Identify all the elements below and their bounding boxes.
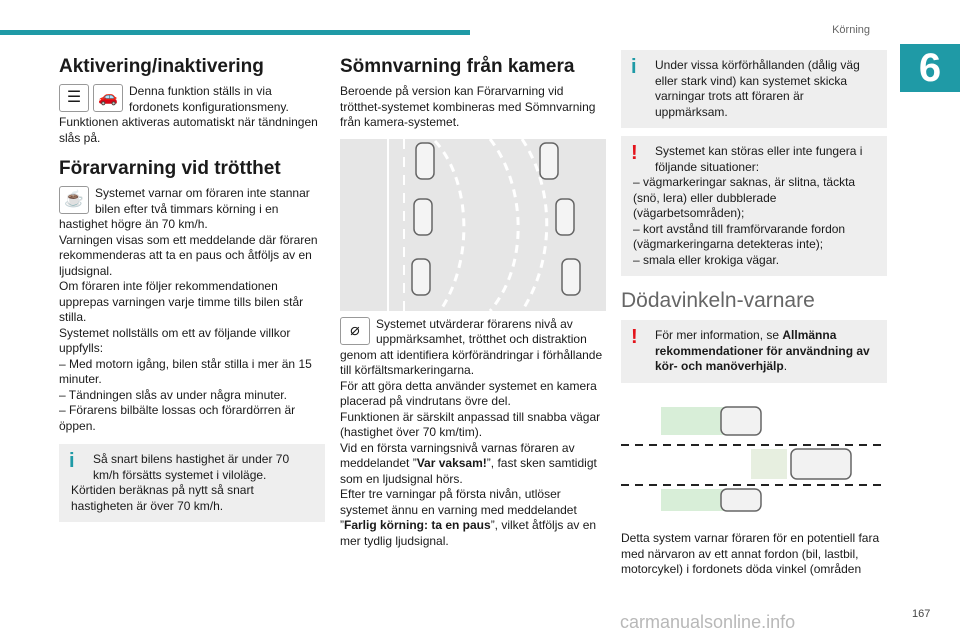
heading-activation: Aktivering/inaktivering <box>59 56 264 77</box>
page-number: 167 <box>912 608 931 620</box>
list-item: – kort avstånd till framförvarande fordon (vägmarkeringarna detekteras inte); <box>633 221 846 251</box>
paragraph: Vid en första varningsnivå varnas föraren av meddelandet ”Var vaksam!”, fast sken samtidigt som en ljudsignal hörs. <box>340 440 597 486</box>
paragraph: Varningen visas som ett meddelande där föraren rekommenderas att ta en paus och åtföljs av en ljudsignal. <box>59 232 318 278</box>
paragraph: Denna funktion ställs in via fordonets konfigurationsmeny. <box>129 84 289 114</box>
car-icon: 🚗 <box>93 84 123 112</box>
list-item: – Tändningen slås av under några minuter. <box>59 387 287 402</box>
top-accent-bar <box>0 30 470 35</box>
warning-note <box>621 320 887 383</box>
coffee-icon-wrap <box>59 186 89 214</box>
chapter-number: 6 <box>900 44 960 92</box>
paragraph: Systemet nollställs om ett av följande villkor uppfylls: <box>59 325 291 355</box>
heading-fatigue: Förarvarning vid trötthet <box>59 158 281 179</box>
driver-attention-icon-wrap <box>340 317 370 345</box>
note-text: För mer information, se Allmänna rekommendationer för användning av kör- och manöverhjälp. <box>655 328 870 373</box>
paragraph: Systemet varnar om föraren inte stannar bilen efter två timmars körning i en hastighet högre än 70 km/h. <box>59 186 310 231</box>
heading-camera-warning: Sömnvarning från kamera <box>340 56 575 77</box>
config-icons <box>59 84 123 112</box>
heading-blind-spot: Dödavinkeln-varnare <box>621 289 815 312</box>
lane-drift-illustration <box>340 139 606 311</box>
paragraph: För att göra detta använder systemet en kamera placerad på vindrutans övre del. <box>340 378 597 408</box>
steering-attention-icon: ⌀ <box>340 317 370 345</box>
info-icon: i <box>69 450 75 472</box>
paragraph: Beroende på version kan Förarvarning vid trötthet-systemet kombineras med Sömnvarning från kamera-systemet. <box>340 84 596 129</box>
warning-icon: ! <box>631 326 638 348</box>
list-item: – Med motorn igång, bilen står stilla i mer än 15 minuter. <box>59 356 312 386</box>
paragraph: Funktionen aktiveras automatiskt när tändningen slås på. <box>59 115 318 145</box>
column-1 <box>59 56 325 530</box>
list-item: – smala eller krokiga vägar. <box>633 252 780 267</box>
paragraph: Om föraren inte följer rekommendationen upprepas varningen varje timme tills bilen står stilla. <box>59 279 304 324</box>
note-text: Så snart bilens hastighet är under 70 km/h försätts systemet i viloläge. <box>93 452 290 482</box>
info-icon: i <box>631 56 637 78</box>
settings-menu-icon: ☰ <box>59 84 89 112</box>
list-item: – vägmarkeringar saknas, är slitna, täckta (snö, lera) eller dubblerade (vägarbetsområden); <box>633 175 856 220</box>
note-text: Körtiden beräknas på nytt så snart hastigheten är över 70 km/h. <box>71 483 254 513</box>
paragraph: Efter tre varningar på första nivån, utlöser systemet ännu en varning med meddelandet ”Farlig körning: ta en paus”, vilket åtföljs av en mer tydlig ljudsignal. <box>340 487 597 548</box>
paragraph: Detta system varnar föraren för en potentiell fara med närvaron av ett annat fordon (bil, lastbil, motorcykel) i fordonets döda vinkel (områden <box>621 531 880 576</box>
column-3 <box>621 50 887 578</box>
note-text: Under vissa körförhållanden (dålig väg eller stark vind) kan systemet skicka varningar trots att föraren är uppmärksam. <box>655 58 860 119</box>
warning-icon: ! <box>631 142 638 164</box>
info-note <box>59 444 325 522</box>
paragraph: Funktionen är särskilt anpassad till snabba vägar (hastighet över 70 km/tim). <box>340 409 601 439</box>
watermark: carmanualsonline.info <box>620 612 796 632</box>
warning-note <box>621 136 887 276</box>
section-title: Körning <box>832 24 870 36</box>
paragraph: Systemet utvärderar förarens nivå av uppmärksamhet, trötthet och distraktion genom att identifiera körförändringar i förhållande till körfältsmarkeringarna. <box>340 316 603 377</box>
coffee-cup-icon: ☕ <box>59 186 89 214</box>
column-2 <box>340 56 606 549</box>
blind-spot-illustration <box>621 403 887 518</box>
info-note <box>621 50 887 128</box>
list-item: – Förarens bilbälte lossas och förardörren är öppen. <box>59 403 296 433</box>
note-text: Systemet kan störas eller inte fungera i följande situationer: <box>655 144 863 174</box>
